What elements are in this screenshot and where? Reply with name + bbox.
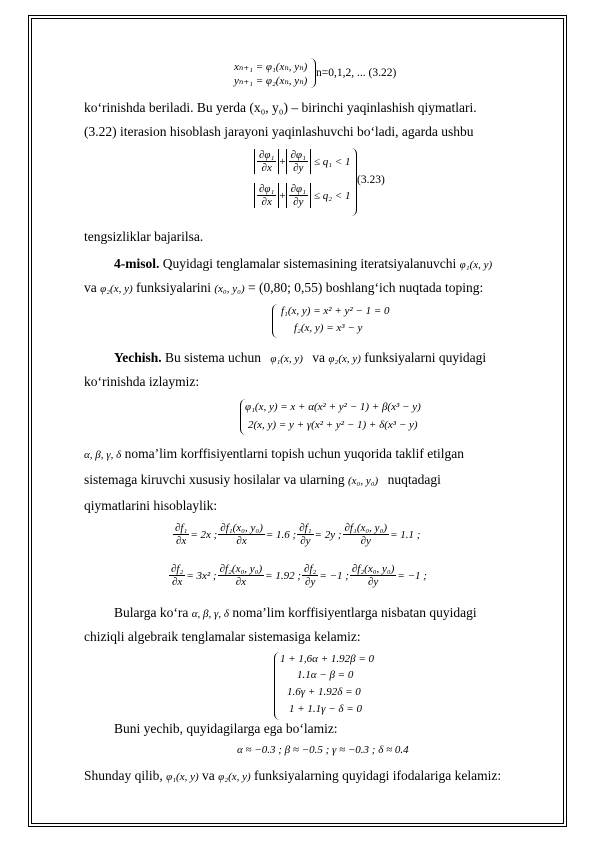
- example-line2: va φ₂(x, y) funksiyalarini (x₀, y₀) = (0,80; 0,55) boshlang‘ich nuqtada toping:: [84, 280, 484, 295]
- eq-323-tag: (3.23): [357, 174, 385, 186]
- eq-322-line1: xₙ₊₁ = φ₁(xₙ, yₙ): [234, 61, 308, 73]
- result-values: α ≈ −0.3 ; β ≈ −0.5 ; γ ≈ −0.3 ; δ ≈ 0.4: [237, 744, 409, 756]
- solution-line2: ko‘rinishda izlaymiz:: [84, 374, 200, 389]
- system-1-line2: f₂(x, y) = x³ − y: [294, 322, 363, 334]
- paragraph-7: Shunday qilib, φ₁(x, y) va φ₂(x, y) funksiyalarning quyidagi ifodalariga kelamiz:: [84, 768, 502, 783]
- paragraph-2: (3.22) iterasion hisoblash jarayoni yaqinlashuvchi bo‘ladi, agarda ushbu: [84, 124, 474, 139]
- phi1-label: φ₁(x, y): [459, 259, 493, 271]
- eq-323-row2: $\frac{\text{∂φ₁}}{\partial x}$ + $\frac{\text{∂φ₁}}{\partial y}$ ≤ q₂ < 1: [254, 183, 350, 208]
- example-label: 4-misol.: [114, 256, 160, 271]
- derivatives-row-2: $\frac{\text{∂f₂}}{\partial x}$ = 3x² ; $\frac{\text{∂f₂(x₀, y₀)}}{\partial x}$ = 1.92 ; $\frac{\text{∂f₂}}{\partial y}$ = −1 ; $\frac{\text{∂f₂(x₀, y₀)}}{\partial y}$ = −1 ;: [171, 563, 427, 588]
- system-2-line1: φ₁(x, y) = x + α(x² + y² − 1) + β(x³ − y): [245, 401, 421, 413]
- system-3-line2: 1.1α − β = 0: [297, 669, 354, 681]
- eq-322-tag: n=0,1,2, ... (3.22): [316, 67, 397, 79]
- paragraph-5-line1: Bularga ko‘ra α, β, γ, δ noma’lim korffisiyentlarga nisbatan quyidagi: [114, 605, 477, 620]
- paragraph-5-line2: chiziqli algebraik tenglamalar sistemasiga kelamiz:: [84, 629, 361, 644]
- paragraph-4-line3: qiymatlarini hisoblaylik:: [84, 498, 218, 513]
- eq-323-row1: $\frac{\text{∂φ₁}}{\partial x}$ + $\frac{\text{∂φ₁}}{\partial y}$ ≤ q₁ < 1: [254, 149, 350, 174]
- system-1-line1: f₁(x, y) = x² + y² − 1 = 0: [281, 305, 390, 317]
- system-2-line2: 2(x, y) = y + γ(x² + y² − 1) + δ(x³ − y): [248, 419, 418, 431]
- derivatives-row-1: $\frac{\text{∂f₁}}{\partial x}$ = 2x ; $\frac{\text{∂f₁(x₀, y₀)}}{\partial x}$ = 1.6 ; $\frac{\text{∂f₁}}{\partial y}$ = 2y ; $\frac{\text{∂f₁(x₀, y₀)}}{\partial y}$ = 1.1 ;: [175, 522, 421, 547]
- paragraph-6: Buni yechib, quyidagilarga ega bo‘lamiz:: [114, 721, 338, 736]
- paragraph-1: ko‘rinishda beriladi. Bu yerda (x₀, y₀) – birinchi yaqinlashish qiymatlari.: [84, 100, 477, 115]
- system-3-line4: 1 + 1.1γ − δ = 0: [289, 703, 362, 715]
- paragraph-3: tengsizliklar bajarilsa.: [84, 229, 204, 244]
- system-1-brace: [272, 304, 278, 338]
- solution-line1: Yechish. Bu sistema uchun φ₁(x, y) va φ₂(x, y) funksiyalarni quyidagi: [114, 350, 487, 365]
- system-3-line3: 1.6γ + 1.92δ = 0: [287, 686, 361, 698]
- system-3-line1: 1 + 1,6α + 1.92β = 0: [280, 653, 375, 665]
- paragraph-4-line2: sistemaga kiruvchi xususiy hosilalar va ularning (x₀, y₀) nuqtadagi: [84, 472, 441, 487]
- eq-322-line2: yₙ₊₁ = φ₂(xₙ, yₙ): [234, 75, 308, 87]
- example-line1: 4-misol. Quyidagi tenglamalar sistemasining iteratsiyalanuvchi φ₁(x, y): [114, 256, 493, 271]
- solution-label: Yechish.: [114, 350, 162, 365]
- paragraph-4-line1: α, β, γ, δ noma’lim korffisiyentlarni topish uchun yuqorida taklif etilgan: [84, 446, 465, 461]
